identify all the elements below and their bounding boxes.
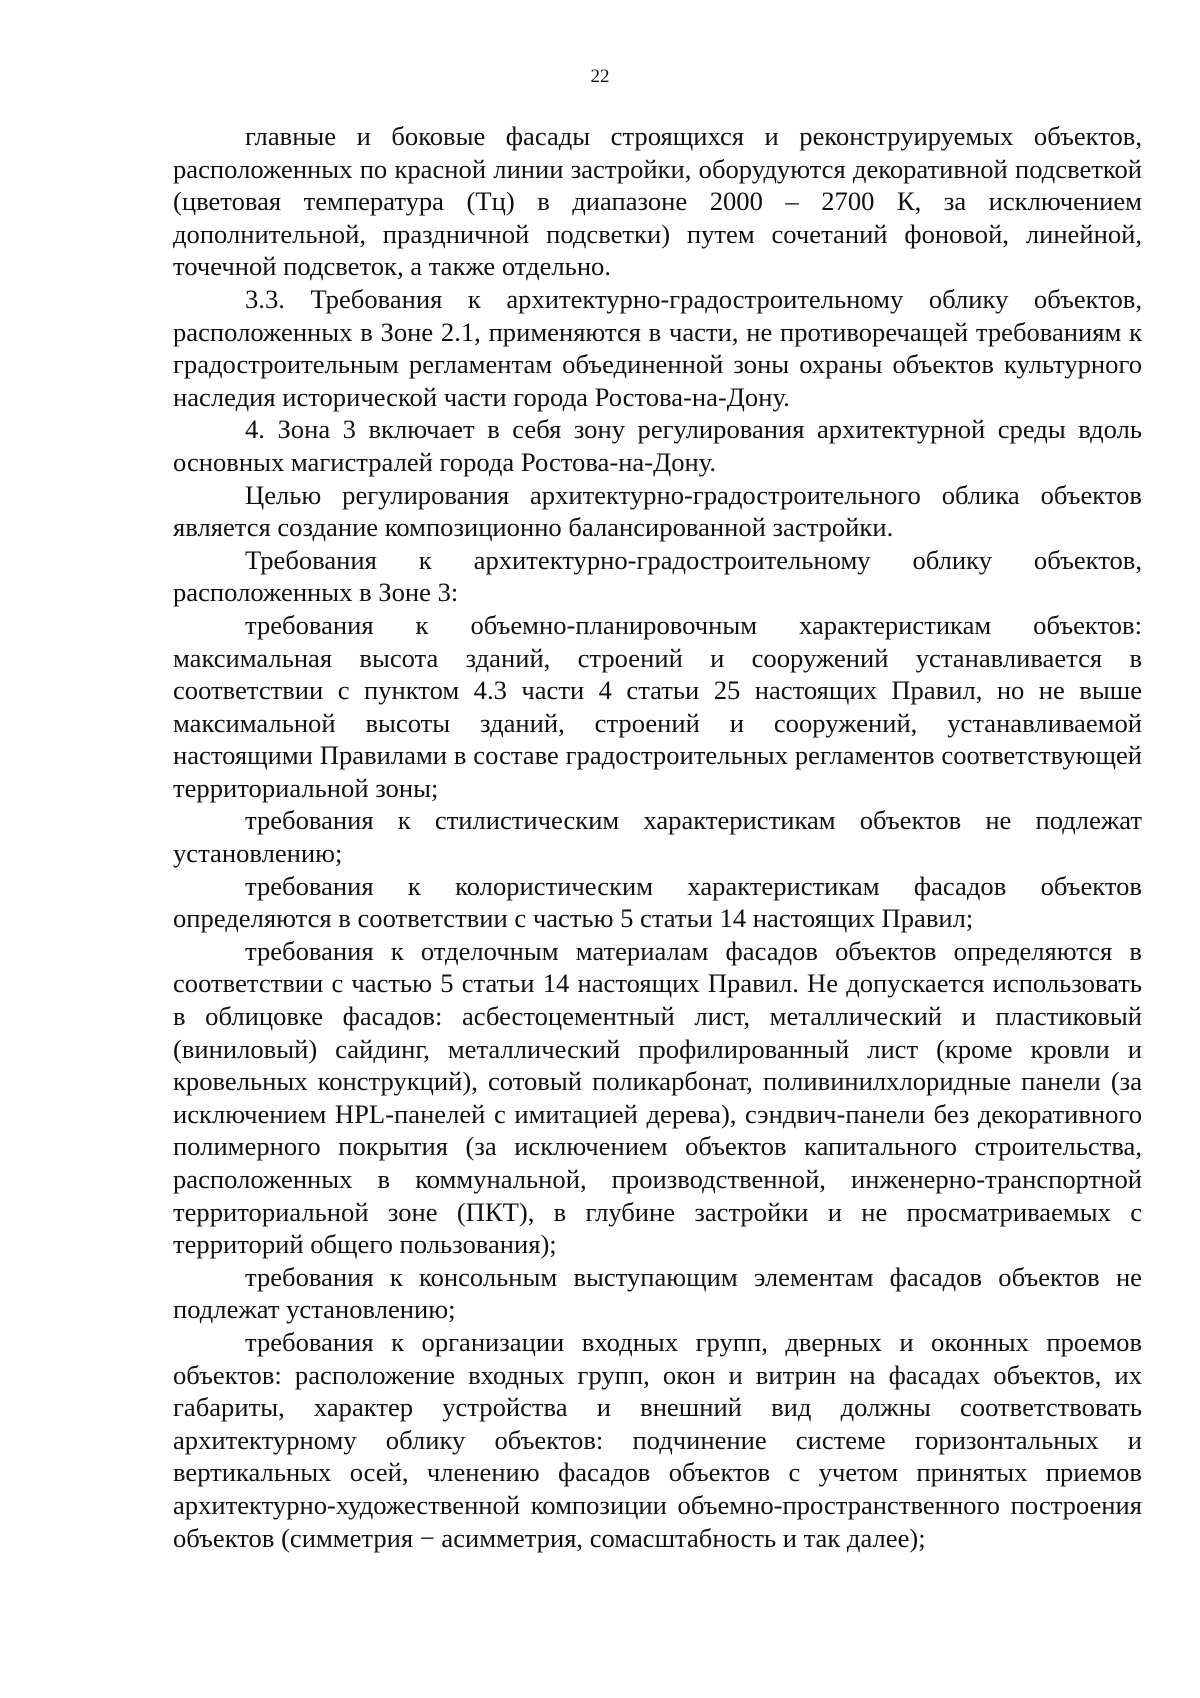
page-number: 22 bbox=[590, 66, 610, 87]
paragraph-finishing-materials: требования к отделочным материалам фасадов объектов определяются в соответствии с частью 5 статьи 14 настоящих Правил. Не допускается использовать в облицовке фасадов: асбестоцементный лист, металлический и пластиковый (виниловый) сайдинг, металлический профилированный лист (кроме кровли и кровельных конструкций), сотовый поликарбонат, поливинилхлоридные панели (за исключением HPL-панелей с имитацией дерева), сэндвич-панели без декоративного полимерного покрытия (за исключением объектов капитального строительства, расположенных в коммунальной, производственной, инженерно-транспортной территориальной зоне (ПКТ), в глубине застройки и не просматриваемых с территорий общего пользования); bbox=[173, 935, 1142, 1260]
paragraph-4-zone-3: 4. Зона 3 включает в себя зону регулирования архитектурной среды вдоль основных магистралей города Ростова-на-Дону. bbox=[173, 414, 1142, 477]
paragraph-coloristic: требования к колористическим характеристикам фасадов объектов определяются в соответствии с частью 5 статьи 14 настоящих Правил; bbox=[173, 870, 1142, 934]
paragraph-volume-planning: требования к объемно-планировочным характеристикам объектов: максимальная высота зданий, строений и сооружений устанавливается в соответствии с пунктом 4.3 части 4 статьи 25 настоящих Правил, но не выше максимальной высоты зданий, строений и сооружений, устанавливаемой настоящими Правилами в составе градостроительных регламентов соответствующей территориальной зоны; bbox=[173, 609, 1142, 803]
paragraph-stylistic: требования к стилистическим характеристикам объектов не подлежат установлению; bbox=[173, 805, 1142, 869]
document-body bbox=[173, 120, 1142, 1554]
paragraph-regulation-goal: Целью регулирования архитектурно-градостроительного облика объектов является создание композиционно балансированной застройки. bbox=[173, 479, 1142, 543]
paragraph-zone-3-requirements: Требования к архитектурно-градостроительному облику объектов, расположенных в Зоне 3: bbox=[173, 544, 1142, 608]
paragraph-entrance-groups: требования к организации входных групп, дверных и оконных проемов объектов: расположение входных групп, окон и витрин на фасадах объектов, их габариты, характер устройства и внешний вид должны соответствовать архитектурному облику объектов: подчинение системе горизонтальных и вертикальных осей, членению фасадов объектов с учетом принятых приемов архитектурно-художественной композиции объемно-пространственного построения объектов (симметрия − асимметрия, сомасштабность и так далее); bbox=[173, 1326, 1142, 1553]
paragraph-facade-lighting: главные и боковые фасады строящихся и реконструируемых объектов, расположенных по красной линии застройки, оборудуются декоративной подсветкой (цветовая температура (Тц) в диапазоне 2000 – 2700 К, за исключением дополнительной, праздничной подсветки) путем сочетаний фоновой, линейной, точечной подсветок, а также отдельно. bbox=[173, 121, 1142, 282]
paragraph-console-elements: требования к консольным выступающим элементам фасадов объектов не подлежат установлению; bbox=[173, 1261, 1142, 1325]
paragraph-3-3-zone-2-1: 3.3. Требования к архитектурно-градостроительному облику объектов, расположенных в Зоне 2.1, применяются в части, не противоречащей требованиям к градостроительным регламентам объединенной зоны охраны объектов культурного наследия исторической части города Ростова-на-Дону. bbox=[173, 283, 1142, 412]
